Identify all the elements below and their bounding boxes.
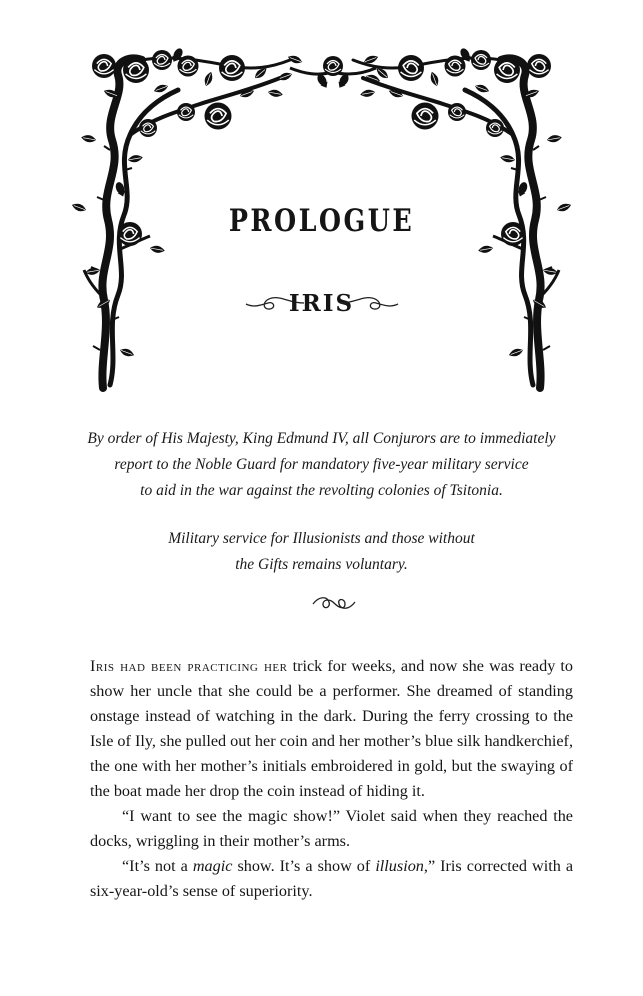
emphasis-text: magic: [192, 857, 233, 875]
small-caps-lead: Iris had been practicing her: [90, 657, 288, 675]
epigraph-line: report to the Noble Guard for mandatory five-year military service: [114, 456, 529, 473]
rose-vine-arch-icon: [0, 0, 643, 400]
chapter-heading: PROLOGUE: [228, 203, 415, 239]
flourish-right-icon: [338, 292, 400, 314]
chapter-character-name: IRIS: [288, 290, 355, 317]
body-paragraph-3: [90, 854, 573, 904]
paragraph-text: ,” Iris corrected with a six-year-old’s sense of superiority.: [90, 857, 573, 900]
epigraph-line: By order of His Majesty, King Edmund IV, all Conjurors are to immediately: [87, 430, 556, 447]
body-paragraph-1: [90, 654, 573, 804]
emphasis-text: illusion: [375, 857, 424, 875]
body-paragraph-2: “I want to see the magic show!” Violet said when they reached the docks, wriggling in their mother’s arms.: [90, 807, 573, 850]
paragraph-text: “It’s not a: [122, 857, 193, 875]
epigraph-paragraph-2: [0, 526, 643, 578]
body-text: [90, 654, 573, 904]
epigraph-paragraph-1: [0, 426, 643, 504]
epigraph-line: Military service for Illusionists and those without: [168, 530, 475, 547]
paragraph-text: show. It’s a show of: [232, 857, 376, 875]
swirl-divider-icon: [311, 592, 357, 614]
center-vine: [277, 54, 382, 90]
epigraph-line: the Gifts remains voluntary.: [235, 556, 408, 573]
epigraph-line: to aid in the war against the revolting colonies of Tsitonia.: [140, 482, 503, 499]
paragraph-text: trick for weeks, and now she was ready to show her uncle that she could be a performer. She dreamed of standing onstage instead of watching in the dark. During the ferry crossing to the Isle of Ily, she pulled out her coin and her mother’s blue silk handkerchief, the one with her mother’s initials embroidered in gold, but the swaying of the boat made her drop the coin instead of hiding it.: [90, 657, 573, 800]
